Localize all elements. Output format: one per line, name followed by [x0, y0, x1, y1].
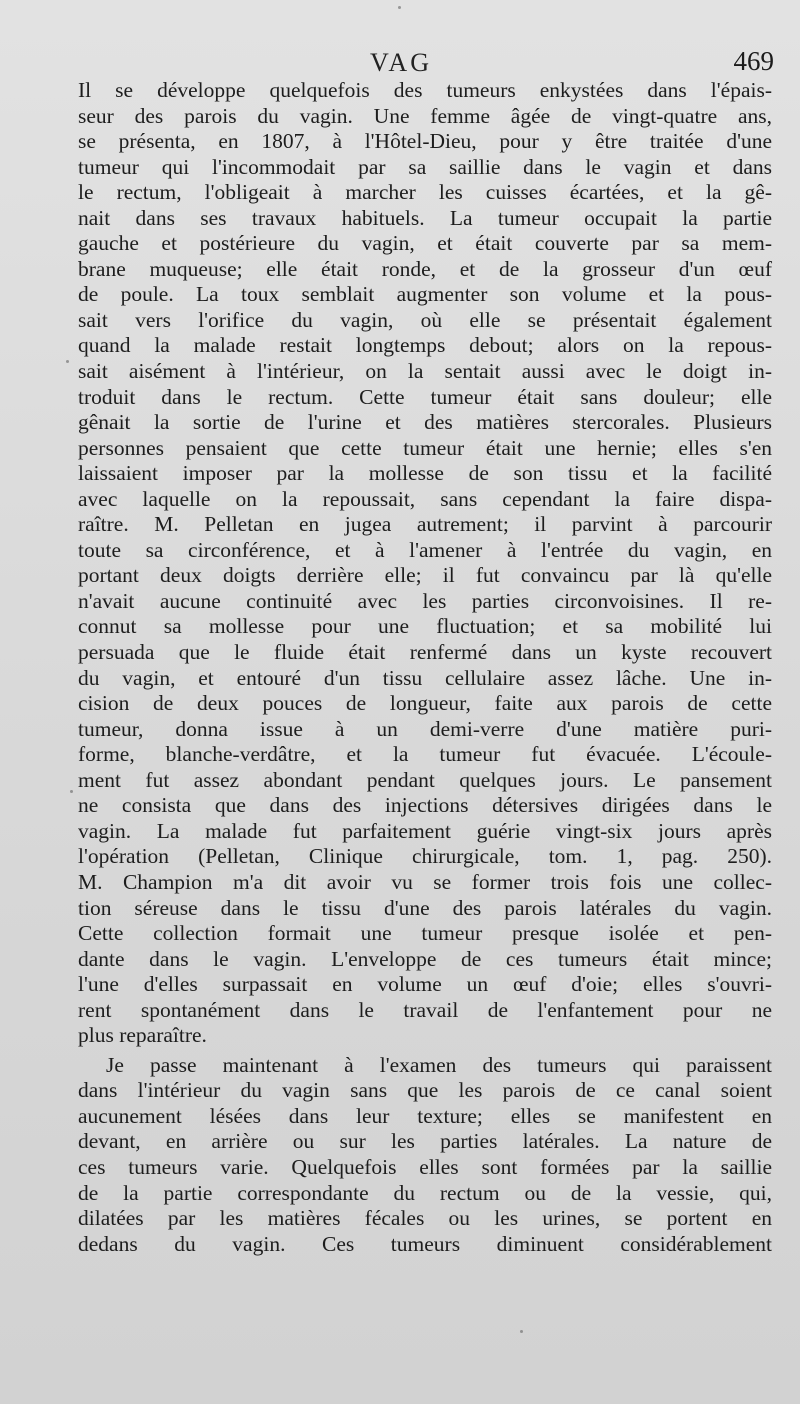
- text-line: nait dans ses travaux habituels. La tumeur occupait la partie: [78, 205, 772, 230]
- text-line: sait vers l'orifice du vagin, où elle se présentait également: [78, 307, 772, 332]
- print-speck: [70, 790, 73, 793]
- text-line: aucunement lésées dans leur texture; elles se manifestent en: [78, 1103, 772, 1128]
- text-line: se présenta, en 1807, à l'Hôtel-Dieu, pour y être traitée d'une: [78, 129, 772, 154]
- text-line: du vagin, et entouré d'un tissu cellulaire assez lâche. Une in-: [78, 665, 772, 690]
- text-line: dans l'intérieur du vagin sans que les parois de ce canal soient: [78, 1078, 772, 1103]
- text-line: plus reparaître.: [78, 1023, 207, 1048]
- text-line: gênait la sortie de l'urine et des matières stercorales. Plusieurs: [78, 410, 772, 435]
- running-title: VAG: [370, 48, 432, 77]
- text-line: avec laquelle on la repoussait, sans cependant la faire dispa-: [78, 486, 772, 511]
- body-text: [78, 78, 772, 1257]
- text-line: troduit dans le rectum. Cette tumeur était sans douleur; elle: [78, 384, 772, 409]
- text-line: brane muqueuse; elle était ronde, et de la grosseur d'un œuf: [78, 256, 772, 281]
- text-line: connut sa mollesse pour une fluctuation; et sa mobilité lui: [78, 614, 772, 639]
- text-line: vagin. La malade fut parfaitement guérie vingt-six jours après: [78, 818, 772, 843]
- print-speck: [66, 360, 69, 363]
- text-line: l'une d'elles surpassait en volume un œuf d'oie; elles s'ouvri-: [78, 972, 772, 997]
- print-speck: [520, 1330, 523, 1333]
- text-line: seur des parois du vagin. Une femme âgée de vingt-quatre ans,: [78, 103, 772, 128]
- text-line: portant deux doigts derrière elle; il fut convaincu par là qu'elle: [78, 563, 772, 588]
- text-line: ne consista que dans des injections détersives dirigées dans le: [78, 793, 772, 818]
- text-line: Cette collection formait une tumeur presque isolée et pen-: [78, 921, 772, 946]
- text-line: sait aisément à l'intérieur, on la sentait aussi avec le doigt in-: [78, 359, 772, 384]
- text-line: dedans du vagin. Ces tumeurs diminuent considérablement: [78, 1231, 772, 1256]
- text-line: toute sa circonférence, et à l'amener à l'entrée du vagin, en: [78, 537, 772, 562]
- print-speck: [398, 6, 401, 9]
- page-number: 469: [733, 46, 774, 76]
- text-line: M. Champion m'a dit avoir vu se former trois fois une collec-: [78, 869, 772, 894]
- text-line: Je passe maintenant à l'examen des tumeurs qui paraissent: [106, 1052, 772, 1077]
- text-line: ment fut assez abondant pendant quelques jours. Le pansement: [78, 767, 772, 792]
- text-line: dilatées par les matières fécales ou les urines, se portent en: [78, 1206, 772, 1231]
- text-line: tumeur, donna issue à un demi-verre d'une matière puri-: [78, 716, 772, 741]
- text-line: l'opération (Pelletan, Clinique chirurgicale, tom. 1, pag. 250).: [78, 844, 772, 869]
- text-line: raître. M. Pelletan en jugea autrement; il parvint à parcourir: [78, 512, 772, 537]
- text-line: de la partie correspondante du rectum ou de la vessie, qui,: [78, 1180, 772, 1205]
- text-line: dante dans le vagin. L'enveloppe de ces tumeurs était mince;: [78, 946, 772, 971]
- text-line: ces tumeurs varie. Quelquefois elles sont formées par la saillie: [78, 1154, 772, 1179]
- text-line: personnes pensaient que cette tumeur était une hernie; elles s'en: [78, 435, 772, 460]
- text-line: n'avait aucune continuité avec les parties circonvoisines. Il re-: [78, 588, 772, 613]
- text-line: persuada que le fluide était renfermé dans un kyste recouvert: [78, 640, 772, 665]
- text-line: le rectum, l'obligeait à marcher les cuisses écartées, et la gê-: [78, 180, 772, 205]
- text-line: gauche et postérieure du vagin, et était couverte par sa mem-: [78, 231, 772, 256]
- text-line: laissaient imposer par la mollesse de son tissu et la facilité: [78, 461, 772, 486]
- running-head: [0, 46, 800, 82]
- text-line: quand la malade restait longtemps debout; alors on la repous-: [78, 333, 772, 358]
- text-line: cision de deux pouces de longueur, faite aux parois de cette: [78, 691, 772, 716]
- text-line: Il se développe quelquefois des tumeurs enkystées dans l'épais-: [78, 78, 772, 102]
- text-line: tumeur qui l'incommodait par sa saillie dans le vagin et dans: [78, 154, 772, 179]
- text-line: tion séreuse dans le tissu d'une des parois latérales du vagin.: [78, 895, 772, 920]
- text-line: devant, en arrière ou sur les parties latérales. La nature de: [78, 1129, 772, 1154]
- text-line: forme, blanche-verdâtre, et la tumeur fut évacuée. L'écoule-: [78, 742, 772, 767]
- text-line: rent spontanément dans le travail de l'enfantement pour ne: [78, 997, 772, 1022]
- text-line: de poule. La toux semblait augmenter son volume et la pous-: [78, 282, 772, 307]
